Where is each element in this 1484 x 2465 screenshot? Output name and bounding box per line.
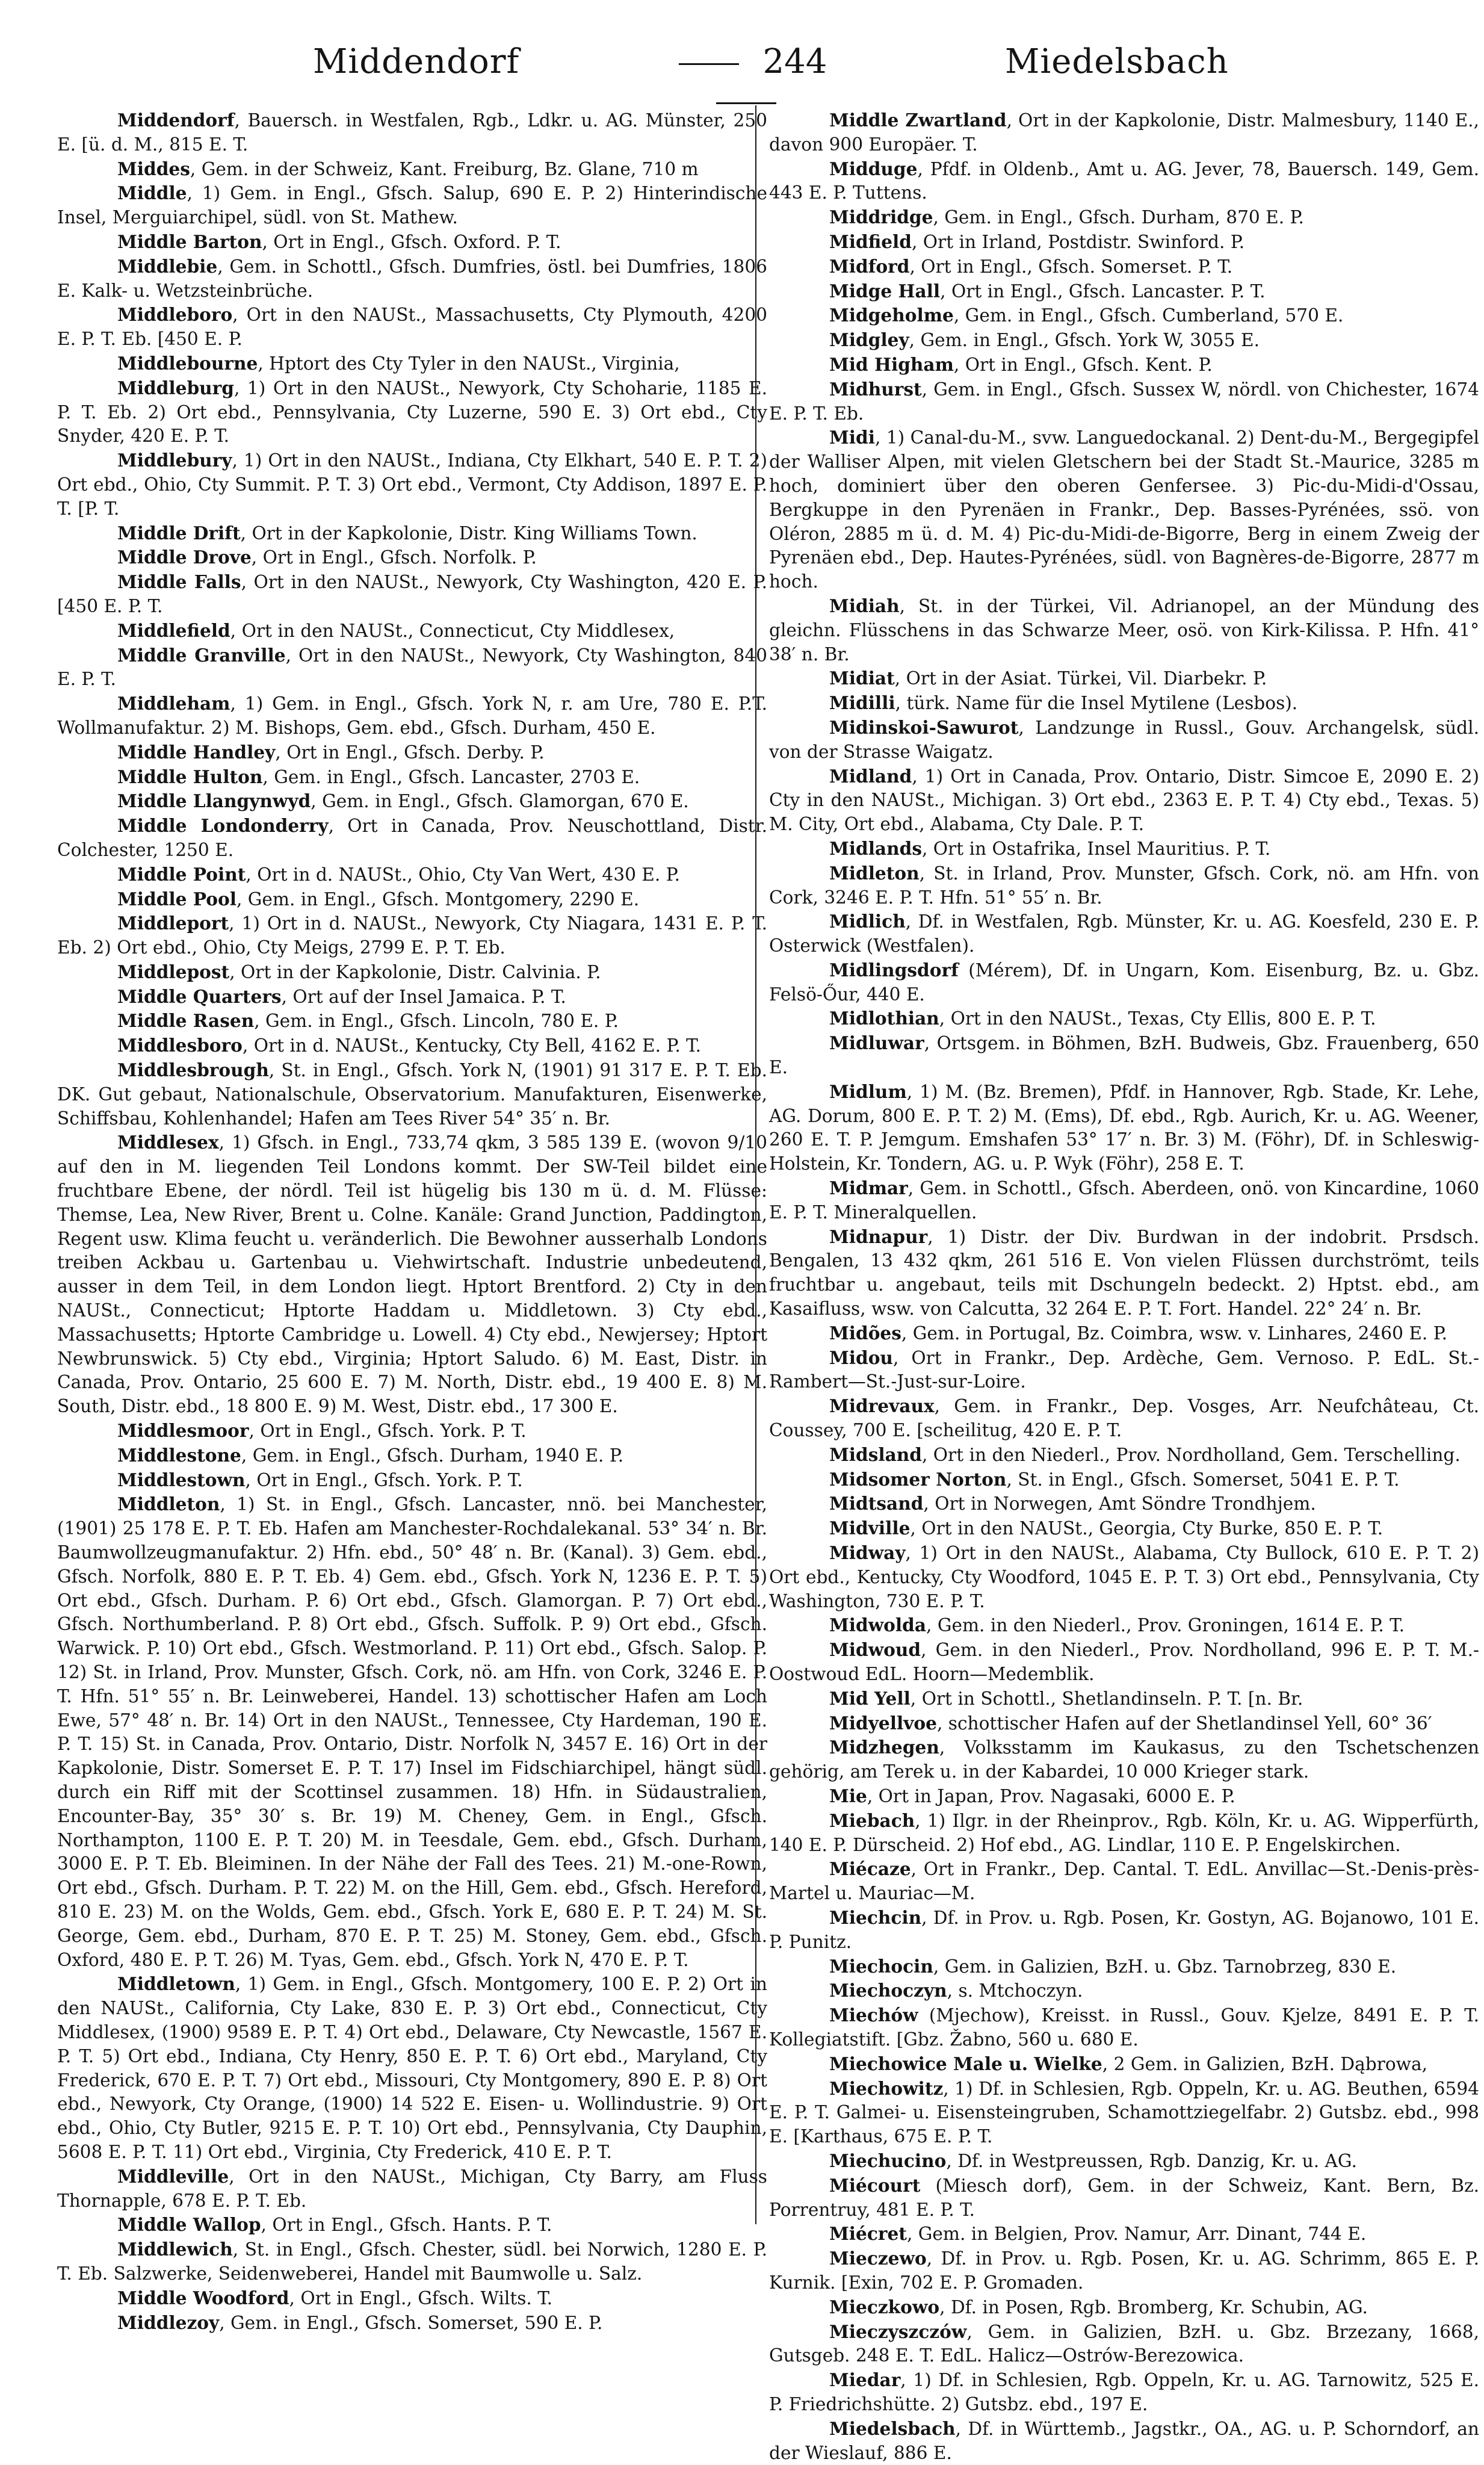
entry-text: , 1) Distr. der Div. Burdwan in der indobrit. Prsdsch. Bengalen, 13 432 qkm, 261 516 E. Von vielen Flüssen durchströmt, teils fruchtbar u. angebaut, teils mit Dschungeln bedeckt. 2) Hptst. ebd., am Kasaifluss, wsw. von Calcutta, 32 264 E. P. T. Fort. Handel. 22° 24′ n. Br. — [769, 1226, 1479, 1319]
dictionary-entry — [769, 255, 1479, 279]
entry-text: , Volksstamm im Kaukasus, zu den Tschetschenzen gehörig, am Terek u. in der Kabardei, 10 000 Krieger stark. — [769, 1737, 1479, 1782]
dictionary-entry — [57, 545, 767, 570]
dictionary-entry — [57, 740, 767, 765]
dictionary-entry — [57, 1443, 767, 1468]
entry-headword: Middridge — [829, 206, 933, 228]
entry-text: , 1) Gfsch. in Engl., 733,74 qkm, 3 585 139 E. (wovon 9/10 auf den in M. liegenden Teil Londons kommt. Der SW-Teil bildet eine fruchtbare Ebene, der nördl. Teil ist hügelig bis 130 m ü. d. M. Flüsse: Themse, Lea, New River, Brent u. Colne. Kanäle: Grand Junction, Paddington, Regent usw. Klima feucht u. veränderlich. Die Bewohner ausserhalb Londons treiben Ackbau u. Gartenbau u. Viehwirtschaft. Industrie unbedeutend, ausser in dem Teil, in dem London liegt. Hptort Brentford. 2) Cty in den NAUSt., Connecticut; Hptorte Haddam u. Middletown. 3) Cty ebd., Massachusetts; Hptorte Cambridge u. Lowell. 4) Cty ebd., Newjersey; Hptort Newbrunswick. 5) Cty ebd., Virginia; Hptort Saludo. 6) M. East, Distr. in Canada, Prov. Ontario, 25 600 E. 7) M. North, Distr. ebd., 19 400 E. 8) M. South, Distr. ebd., 18 800 E. 9) M. West, Distr. ebd., 17 300 E. — [57, 1132, 767, 1417]
dictionary-entry — [769, 1443, 1479, 1468]
entry-text: , Df. in Westpreussen, Rgb. Danzig, Kr. u. AG. — [946, 2150, 1357, 2171]
entry-text: , Ort in den NAUSt., Newyork, Cty Washington, 840 E. P. T. — [57, 645, 767, 690]
entry-headword: Midge Hall — [829, 280, 941, 302]
dictionary-entry — [769, 837, 1479, 861]
dictionary-entry — [57, 2213, 767, 2237]
entry-text: , Gem. in Engl., Gfsch. Montgomery, 2290 E. — [236, 888, 640, 910]
entry-text: , Df. in Prov. u. Rgb. Posen, Kr. u. AG. Schrimm, 865 E. P. Kurnik. [Exin, 702 E. P. Gromaden. — [769, 2248, 1479, 2293]
dictionary-entry — [769, 910, 1479, 958]
entry-headword: Midfield — [829, 231, 912, 252]
dictionary-entry — [769, 1857, 1479, 1906]
dictionary-entry — [57, 2237, 767, 2286]
entry-headword: Midilli — [829, 692, 895, 714]
entry-headword: Middle Falls — [117, 571, 241, 593]
entry-headword: Midões — [829, 1322, 901, 1344]
entry-text: , Gem. in Schottl., Gfsch. Dumfries, östl. bei Dumfries, 1806 E. Kalk- u. Wetzsteinbrüche. — [57, 256, 767, 301]
entry-headword: Middle — [117, 182, 187, 204]
dictionary-entry — [57, 181, 767, 230]
entry-headword: Midville — [829, 1518, 910, 1539]
entry-text: , Ort in den NAUSt., Michigan, Cty Barry, am Fluss Thornapple, 678 E. P. T. Eb. — [57, 2166, 767, 2211]
entry-headword: Midrevaux — [829, 1395, 935, 1417]
page-number: 244 — [762, 42, 827, 81]
entry-text: , St. in Engl., Gfsch. York N, (1901) 91 317 E. P. T. Eb. DK. Gut gebaut, Nationalschule, Observatorium. Manufakturen, Eisenwerke, Schiffsbau, Kohlenhandel; Hafen am Tees River 54° 35′ n. Br. — [57, 1060, 767, 1129]
dictionary-entry — [769, 1346, 1479, 1395]
entry-text: (Mjechow), Kreisst. in Russl., Gouv. Kjelze, 8491 E. P. T. Kollegiatstift. [Gbz. Žabno, 560 u. 680 E. — [769, 2005, 1479, 2050]
entry-text: , Ort in Japan, Prov. Nagasaki, 6000 E. P. — [867, 1785, 1235, 1806]
entry-text: , 1) Ort in Canada, Prov. Ontario, Distr. Simcoe E, 2090 E. 2) Cty in den NAUSt., Michigan. 3) Ort ebd., 2363 E. P. T. 4) Cty ebd., Texas. 5) M. City, Ort ebd., Alabama, Cty Dale. P. T. — [769, 766, 1479, 835]
entry-headword: Miedelsbach — [829, 2417, 956, 2439]
dictionary-entry — [769, 2149, 1479, 2174]
header-dash-right — [716, 102, 776, 104]
entry-text: , Ort in Engl., Gfsch. Wilts. T. — [289, 2287, 553, 2308]
dictionary-entry — [769, 279, 1479, 304]
entry-headword: Midlich — [829, 911, 906, 932]
entry-text: , 1) Ort in den NAUSt., Alabama, Cty Bullock, 610 E. P. T. 2) Ort ebd., Kentucky, Cty Woodford, 1045 E. P. T. 3) Ort ebd., Pennsylvania, Cty Washington, 730 E. P. T. — [769, 1543, 1479, 1611]
entry-headword: Middle Drift — [117, 522, 241, 544]
dictionary-entry — [769, 2052, 1479, 2077]
entry-text: , Ort in Engl., Gfsch. Oxford. P. T. — [262, 231, 561, 252]
entry-text: , Ort in den NAUSt., Massachusetts, Cty Plymouth, 4200 E. P. T. Eb. [450 E. P. — [57, 305, 767, 350]
entry-headword: Middlebie — [117, 255, 218, 277]
entry-headword: Middleville — [117, 2165, 229, 2187]
dictionary-entry — [57, 448, 767, 521]
entry-text: , Ort in den NAUSt., Connecticut, Cty Middlesex, — [230, 620, 675, 641]
dictionary-entry — [769, 2417, 1479, 2465]
dictionary-entry — [57, 1058, 767, 1130]
entry-headword: Midsomer Norton — [829, 1468, 1007, 1490]
entry-text: , Ort in der Kapkolonie, Distr. King Williams Town. — [240, 522, 697, 544]
entry-headword: Middlesboro — [117, 1035, 243, 1056]
entry-text: , Ort in den NAUSt., Newyork, Cty Washington, 420 E. P. [450 E. P. T. — [57, 572, 767, 616]
dictionary-entry — [769, 1006, 1479, 1031]
dictionary-entry — [57, 985, 767, 1009]
entry-headword: Miécaze — [829, 1858, 911, 1880]
entry-text: , Df. in Prov. u. Rgb. Posen, Kr. Gostyn, AG. Bojanowo, 101 E. P. Punitz. — [769, 1907, 1479, 1952]
entry-headword: Midland — [829, 765, 912, 787]
entry-headword: Midgley — [829, 329, 909, 351]
dictionary-entry — [57, 108, 767, 157]
entry-text: , 1) Gem. in Engl., Gfsch. York N, r. am Ure, 780 E. P.T. Wollmanufaktur. 2) M. Bishops, Gem. ebd., Gfsch. Durham, 450 E. — [57, 693, 767, 738]
entry-text: , s. Mtchoczyn. — [947, 1980, 1083, 2001]
entry-headword: Midsland — [829, 1443, 922, 1465]
entry-text: , Gem. in Engl., Gfsch. Somerset, 590 E. P. — [219, 2312, 603, 2333]
dictionary-entry — [769, 1784, 1479, 1809]
entry-headword: Middlepost — [117, 961, 230, 982]
entry-text: , türk. Name für die Insel Mytilene (Lesbos). — [895, 693, 1298, 714]
entry-text: , 1) Gem. in Engl., Gfsch. Salup, 690 E. P. 2) Hinterindische Insel, Merguiarchipel, südl. von St. Mathew. — [57, 183, 767, 228]
dictionary-entry — [769, 2174, 1479, 2222]
dictionary-entry — [57, 887, 767, 912]
entry-headword: Middle Zwartland — [829, 110, 1007, 131]
entry-headword: Middle Handley — [117, 741, 276, 763]
entry-text: , St. in Irland, Prov. Munster, Gfsch. Cork, nö. am Hfn. von Cork, 3246 E. P. T. Hfn. 51° 55′ n. Br. — [769, 863, 1479, 908]
entry-text: , Gem. in Galizien, BzH. u. Gbz. Brzezany, 1668, Gutsgeb. 248 E. T. EdL. Halicz—Ostrów-Berezowica. — [769, 2321, 1479, 2366]
dictionary-entry — [769, 157, 1479, 206]
entry-text: , Ort in Norwegen, Amt Söndre Trondhjem. — [923, 1493, 1316, 1515]
entry-text: , Ort in Engl., Gfsch. Hants. P. T. — [261, 2215, 552, 2236]
entry-headword: Miechocin — [829, 1955, 933, 1977]
entry-headword: Miécret — [829, 2223, 907, 2245]
dictionary-entry — [769, 1176, 1479, 1225]
header-dash-left — [679, 63, 739, 65]
dictionary-entry — [57, 1130, 767, 1419]
entry-headword: Middle Quarters — [117, 985, 282, 1007]
dictionary-entry — [769, 108, 1479, 157]
entry-text: , Ort in Frankr., Dep. Cantal. T. EdL. Anvillac—St.-Denis-près-Martel u. Mauriac—M. — [769, 1859, 1479, 1904]
entry-headword: Miebach — [829, 1809, 915, 1831]
entry-text: , Gem. in der Schweiz, Kant. Freiburg, Bz. Glane, 710 m — [190, 158, 699, 179]
dictionary-entry — [57, 2165, 767, 2213]
entry-text: , Ort in Ostafrika, Insel Mauritius. P. T. — [921, 838, 1271, 859]
entry-headword: Middlebury — [117, 450, 232, 471]
entry-headword: Middleport — [117, 913, 229, 934]
entry-headword: Midwoud — [829, 1639, 921, 1661]
entry-text: , Ort in Engl., Gfsch. Norfolk. P. — [251, 547, 537, 568]
dictionary-entry — [769, 1906, 1479, 1955]
dictionary-entry — [769, 2246, 1479, 2295]
entry-headword: Middle Point — [117, 863, 246, 885]
dictionary-entry — [769, 1321, 1479, 1346]
entry-headword: Mieczyszczów — [829, 2321, 967, 2342]
dictionary-entry — [57, 157, 767, 182]
entry-headword: Middle Barton — [117, 231, 262, 252]
entry-headword: Middleburg — [117, 377, 234, 398]
entry-text: , Ort in Irland, Postdistr. Swinford. P. — [911, 231, 1245, 252]
entry-text: , Ort in Schottl., Shetlandinseln. P. T. [n. Br. — [910, 1688, 1303, 1709]
dictionary-entry — [769, 2222, 1479, 2246]
entry-headword: Middlefield — [117, 619, 230, 641]
entry-text: , Df. in Westfalen, Rgb. Münster, Kr. u. AG. Koesfeld, 230 E. P. Osterwick (Westfalen). — [769, 911, 1479, 957]
dictionary-entry — [769, 1492, 1479, 1516]
entry-headword: Midtsand — [829, 1493, 924, 1515]
dictionary-entry — [769, 1516, 1479, 1541]
entry-text: (Miesch dorf), Gem. in der Schweiz, Kant. Bern, Bz. Porrentruy, 481 E. P. T. — [769, 2175, 1479, 2220]
dictionary-entry — [769, 1225, 1479, 1321]
dictionary-entry — [769, 2368, 1479, 2417]
entry-text: , Gem. in den Niederl., Prov. Nordholland, 996 E. P. T. M.-Oostwoud EdL. Hoorn—Medemblik. — [769, 1640, 1479, 1684]
dictionary-entry — [769, 303, 1479, 328]
dictionary-entry — [769, 1638, 1479, 1687]
entry-headword: Middle Hulton — [117, 766, 263, 787]
dictionary-entry — [769, 205, 1479, 230]
entry-headword: Mie — [829, 1785, 867, 1806]
entry-headword: Midlingsdorf — [829, 959, 959, 981]
entry-headword: Midyellvoe — [829, 1712, 937, 1734]
entry-headword: Middlesbrough — [117, 1059, 269, 1081]
entry-headword: Midwolda — [829, 1614, 927, 1636]
entry-text: , Ort in Frankr., Dep. Ardèche, Gem. Vernoso. P. EdL. St.-Rambert—St.-Just-sur-Loire. — [769, 1347, 1479, 1392]
entry-text: , 1) Df. in Schlesien, Rgb. Oppeln, Kr. u. AG. Beuthen, 6594 E. P. T. Galmei- u. Eisensteingruben, Schamottziegelfabr. 2) Gutsbz. ebd., 998 E. [Karthaus, 675 E. P. T. — [769, 2078, 1479, 2147]
entry-headword: Middes — [117, 158, 190, 179]
entry-headword: Middle Rasen — [117, 1010, 255, 1032]
entry-text: (Mérem), Df. in Ungarn, Kom. Eisenburg, Bz. u. Gbz. Felsö-Őur, 440 E. — [769, 960, 1479, 1005]
entry-text: , Hptort des Cty Tyler in den NAUSt., Virginia, — [258, 353, 680, 374]
entry-text: , Ort in d. NAUSt., Ohio, Cty Van Wert, 430 E. P. — [246, 864, 681, 885]
entry-text: , Ortsgem. in Böhmen, BzH. Budweis, Gbz. Frauenberg, 650 E. — [769, 1033, 1479, 1078]
entry-headword: Miechoczyn — [829, 1980, 947, 2001]
dictionary-entry — [769, 1687, 1479, 1711]
dictionary-entry — [769, 716, 1479, 764]
dictionary-entry — [769, 1394, 1479, 1443]
dictionary-entry — [769, 2295, 1479, 2320]
entry-text: , St. in Engl., Gfsch. Chester, südl. bei Norwich, 1280 E. P. T. Eb. Salzwerke, Seidenweberei, Handel mit Baumwolle u. Salz. — [57, 2239, 767, 2284]
entry-headword: Midou — [829, 1347, 893, 1368]
entry-text: , Ort in den NAUSt., Texas, Cty Ellis, 800 E. P. T. — [939, 1008, 1376, 1029]
entry-text: , Ort in der Kapkolonie, Distr. Calvinia. P. — [229, 961, 601, 982]
entry-headword: Middle Pool — [117, 888, 237, 910]
entry-text: , Gem. in Engl., Gfsch. York W, 3055 E. — [909, 330, 1260, 351]
entry-text: , Gem. in Portugal, Bz. Coimbra, wsw. v. Linhares, 2460 E. P. — [901, 1322, 1448, 1344]
entry-headword: Midlum — [829, 1081, 907, 1102]
entry-text: , 1) St. in Engl., Gfsch. Lancaster, nnö. bei Manchester, (1901) 25 178 E. P. T. Eb. Hafen am Manchester-Rochdalekanal. 53° 34′ n. Br. Baumwollzeugmanufaktur. 2) Hfn. ebd., 50° 48′ n. Br. (Kanal). 3) Gem. ebd., Gfsch. Norfolk, 880 E. P. T. Eb. 4) Gem. ebd., Gfsch. York N, 1236 E. P. T. 5) Ort ebd., Gfsch. Durham. P. 6) Ort ebd., Gfsch. Glamorgan. P. 7) Ort ebd., Gfsch. Northumberland. P. 8) Ort ebd., Gfsch. Suffolk. P. 9) Ort ebd., Gfsch. Warwick. P. 10) Ort ebd., Gfsch. Westmorland. P. 11) Ort ebd., Gfsch. Salop. P. 12) St. in Irland, Prov. Munster, Gfsch. Cork, nö. am Hfn. von Cork, 3246 E. P. T. Hfn. 51° 55′ n. Br. Leinweberei, Handel. 13) schottischer Hafen am Loch Ewe, 57° 48′ n. Br. 14) Ort in den NAUSt., Tennessee, Cty Hardeman, 190 E. P. T. 15) St. in Canada, Prov. Ontario, Distr. Norfolk N, 3457 E. 16) Ort in der Kapkolonie, Distr. Somerset E. P. T. 17) Insel im Fidschiarchipel, hängt südl. durch ein Riff mit der Scottinsel zusammen. 18) Hfn. in Südaustralien, Encounter-Bay, 35° 30′ s. Br. 19) M. Cheney, Gem. in Engl., Gfsch. Northampton, 1100 E. P. T. 20) M. in Teesdale, Gem. ebd., Gfsch. Durham, 3000 E. P. T. Eb. Bleiminen. In der Nähe der Fall des Tees. 21) M.-one-Rown, Ort ebd., Gfsch. Durham. P. T. 22) M. on the Hill, Gem. ebd., Gfsch. Hereford, 810 E. 23) M. on the Wolds, Gem. ebd., Gfsch. York E, 680 E. P. T. 24) M. St. George, Gem. ebd., Durham, 870 E. P. T. 25) M. Stoney, Gem. ebd., Gfsch. Oxford, 480 E. P. T. 26) M. Tyas, Gem. ebd., Gfsch. York N, 470 E. P. T. — [57, 1494, 767, 1970]
dictionary-entry — [57, 255, 767, 303]
dictionary-entry — [57, 960, 767, 985]
dictionary-entry — [769, 861, 1479, 910]
entry-text: , 2 Gem. in Galizien, BzH. Dąbrowa, — [1102, 2053, 1428, 2074]
entry-headword: Mieczewo — [829, 2248, 927, 2269]
dictionary-entry — [57, 765, 767, 790]
dictionary-entry — [57, 1468, 767, 1493]
entry-text: , Ort in d. NAUSt., Kentucky, Cty Bell, 4162 E. P. T. — [242, 1035, 701, 1056]
entry-text: , Ort in der Asiat. Türkei, Vil. Diarbekr. P. — [894, 668, 1267, 689]
entry-headword: Middle Llangynwyd — [117, 790, 311, 812]
entry-headword: Middle Woodford — [117, 2287, 289, 2308]
dictionary-entry — [57, 1492, 767, 1972]
entry-headword: Middlesex — [117, 1132, 219, 1153]
entry-headword: Miechów — [829, 2005, 918, 2026]
dictionary-entry — [57, 303, 767, 352]
dictionary-entry — [57, 352, 767, 376]
dictionary-entry — [769, 764, 1479, 837]
header-right-keyword: Miedelsbach — [1005, 42, 1229, 81]
entry-text: , 1) Df. in Schlesien, Rgb. Oppeln, Kr. u. AG. Tarnowitz, 525 E. P. Friedrichshütte. 2) Gutsbz. ebd., 197 E. — [769, 2370, 1479, 2414]
dictionary-entry — [57, 619, 767, 643]
entry-text: , Gem. in Schottl., Gfsch. Aberdeen, onö. von Kincardine, 1060 E. P. T. Mineralquellen. — [769, 1178, 1479, 1223]
entry-headword: Miedar — [829, 2369, 901, 2391]
dictionary-entry — [769, 328, 1479, 353]
dictionary-entry — [769, 1979, 1479, 2003]
dictionary-entry — [57, 1009, 767, 1034]
entry-headword: Miechowitz — [829, 2077, 944, 2099]
entry-text: , Pfdf. in Oldenb., Amt u. AG. Jever, 78, Bauersch. 149, Gem. 443 E. P. Tuttens. — [769, 158, 1479, 203]
entry-headword: Miechcin — [829, 1906, 922, 1928]
entry-text: , Gem. in den Niederl., Prov. Groningen, 1614 E. P. T. — [926, 1615, 1405, 1636]
entry-headword: Midzhegen — [829, 1737, 939, 1758]
entry-headword: Middlewich — [117, 2239, 233, 2260]
entry-text: , 1) Ilgr. in der Rheinprov., Rgb. Köln, Kr. u. AG. Wipperfürth, 140 E. P. Dürscheid. 2) Hof ebd., AG. Lindlar, 110 E. P. Engelskirchen. — [769, 1810, 1479, 1855]
dictionary-entry — [57, 376, 767, 448]
dictionary-entry — [769, 1735, 1479, 1784]
entry-text: , 1) Ort in den NAUSt., Indiana, Cty Elkhart, 540 E. P. T. 2) Ort ebd., Ohio, Cty Summit. P. T. 3) Ort ebd., Vermont, Cty Addison, 1897 E. P. T. [P. T. — [57, 450, 767, 519]
entry-text: , Ort in Canada, Prov. Neuschottland, Distr. Colchester, 1250 E. — [57, 816, 767, 860]
entry-text: , Gem. in Engl., Gfsch. Sussex W, nördl. von Chichester, 1674 E. P. T. Eb. — [769, 379, 1479, 424]
dictionary-entry — [769, 1711, 1479, 1736]
entry-text: , Gem. in Engl., Gfsch. Lancaster, 2703 E. — [262, 766, 640, 787]
page-header — [0, 42, 1484, 96]
dictionary-entry — [769, 2320, 1479, 2369]
entry-text: , St. in Engl., Gfsch. Somerset, 5041 E. P. T. — [1006, 1469, 1400, 1490]
entry-headword: Middle Granville — [117, 644, 286, 666]
dictionary-entry — [57, 2286, 767, 2311]
dictionary-entry — [57, 863, 767, 887]
entry-text: , Landzunge in Russl., Gouv. Archangelsk, südl. von der Strasse Waigatz. — [769, 717, 1479, 762]
dictionary-entry — [769, 1955, 1479, 1979]
entry-headword: Middlestone — [117, 1444, 241, 1466]
dictionary-entry — [769, 691, 1479, 716]
entry-headword: Middlebourne — [117, 352, 258, 374]
entry-headword: Middleboro — [117, 304, 233, 326]
dictionary-entry — [57, 570, 767, 619]
dictionary-entry — [769, 594, 1479, 666]
entry-headword: Middlezoy — [117, 2312, 220, 2333]
entry-headword: Midiat — [829, 668, 895, 689]
entry-headword: Middleton — [117, 1493, 220, 1515]
entry-text: , Gem. in Engl., Gfsch. Durham, 1940 E. P. — [241, 1445, 624, 1466]
entry-headword: Midlothian — [829, 1008, 939, 1029]
dictionary-entry — [769, 958, 1479, 1007]
entry-text: , 1) Ort in den NAUSt., Newyork, Cty Schoharie, 1185 E. P. T. Eb. 2) Ort ebd., Pennsylvania, Cty Luzerne, 590 E. 3) Ort ebd., Cty Snyder, 420 E. P. T. — [57, 377, 767, 447]
dictionary-entry — [769, 377, 1479, 426]
entry-text: , St. in der Türkei, Vil. Adrianopel, an der Mündung des gleichn. Flüsschens in das Schwarze Meer, osö. von Kirk-Kilissa. P. Hfn. 41° 38′ n. Br. — [769, 595, 1479, 665]
entry-headword: Miécourt — [829, 2174, 921, 2196]
entry-headword: Mieczkowo — [829, 2296, 940, 2318]
entry-text: , Df. in Württemb., Jagstkr., OA., AG. u. P. Schorndorf, an der Wieslauf, 886 E. — [769, 2418, 1479, 2463]
entry-text: , Ort in Engl., Gfsch. Lancaster. P. T. — [940, 281, 1266, 302]
entry-headword: Middendorf — [117, 110, 235, 131]
dictionary-entry — [57, 814, 767, 863]
dictionary-entry — [57, 911, 767, 960]
dictionary-entry — [769, 1468, 1479, 1492]
dictionary-entry — [769, 666, 1479, 691]
dictionary-entry — [769, 2077, 1479, 2149]
entry-headword: Midlands — [829, 837, 922, 859]
entry-text: , 1) Ort in d. NAUSt., Newyork, Cty Niagara, 1431 E. P. T. Eb. 2) Ort ebd., Ohio, Cty Meigs, 2799 E. P. T. Eb. — [57, 913, 767, 958]
entry-text: , Gem. in Engl., Gfsch. Glamorgan, 670 E. — [311, 791, 689, 812]
dictionary-entry — [769, 353, 1479, 377]
entry-headword: Midinskoi-Sawurot — [829, 716, 1019, 738]
entry-headword: Middlesmoor — [117, 1420, 249, 1442]
dictionary-entry — [57, 692, 767, 740]
entry-headword: Miechowice Male u. Wielke — [829, 2053, 1102, 2074]
entry-text: , Df. in Posen, Rgb. Bromberg, Kr. Schubin, AG. — [939, 2296, 1368, 2318]
header-left-keyword: Middendorf — [313, 42, 520, 81]
entry-headword: Miechucino — [829, 2150, 947, 2171]
entry-headword: Midluwar — [829, 1032, 924, 1054]
entry-headword: Middlestown — [117, 1469, 246, 1490]
dictionary-entry — [57, 1034, 767, 1058]
entry-headword: Midway — [829, 1542, 906, 1564]
dictionary-entry — [57, 643, 767, 692]
entry-text: , Gem. in Engl., Gfsch. Cumberland, 570 E. — [953, 305, 1344, 326]
entry-headword: Mid Yell — [829, 1687, 910, 1709]
right-column — [769, 108, 1479, 2463]
entry-headword: Middletown — [117, 1973, 235, 1995]
entry-text: , Gem. in Belgien, Prov. Namur, Arr. Dinant, 744 E. — [906, 2224, 1367, 2245]
entry-text: , 1) Canal-du-M., svw. Languedockanal. 2) Dent-du-M., Bergegipfel der Walliser Alpen, mit vielen Gletschern bei der Stadt St.-Maurice, 3285 m hoch, dominiert über den oberen Genfersee. 3) Pic-du-Midi-d'Ossau, Bergkuppe in den Pyrenäen in Frankr., Dep. Basses-Pyrénées, ssö. von Oléron, 2885 m ü. d. M. 4) Pic-du-Midi-de-Bigorre, Berg in einem Zweig der Pyrenäen ebd., Dep. Hautes-Pyrénées, südl. von Bagnères-de-Bigorre, 2877 m hoch. — [769, 427, 1479, 592]
entry-text: , Ort in den NAUSt., Georgia, Cty Burke, 850 E. P. T. — [910, 1518, 1384, 1539]
dictionary-entry — [57, 230, 767, 255]
entry-headword: Midiah — [829, 595, 900, 616]
left-column — [57, 108, 767, 2333]
dictionary-entry — [57, 789, 767, 814]
entry-headword: Midgeholme — [829, 305, 954, 326]
dictionary-entry — [769, 1613, 1479, 1638]
entry-text: , Ort in Engl., Gfsch. York. P. T. — [249, 1421, 527, 1442]
entry-headword: Midmar — [829, 1177, 908, 1199]
entry-text: , Gem. in Galizien, BzH. u. Gbz. Tarnobrzeg, 830 E. — [933, 1956, 1397, 1977]
entry-text: , Gem. in Frankr., Dep. Vosges, Arr. Neufchâteau, Ct. Coussey, 700 E. [scheilitug, 420 E. P. T. — [769, 1396, 1479, 1441]
entry-text: , 1) Gem. in Engl., Gfsch. Montgomery, 100 E. P. 2) Ort in den NAUSt., California, Cty Lake, 830 E. P. 3) Ort ebd., Connecticut, Cty Middlesex, (1900) 9589 E. P. T. 4) Ort ebd., Delaware, Cty Newcastle, 1567 E. P. T. 5) Ort ebd., Indiana, Cty Henry, 850 E. P. T. 6) Ort ebd., Maryland, Cty Frederick, 670 E. P. T. 7) Ort ebd., Missouri, Cty Montgomery, 890 E. P. 8) Ort ebd., Newyork, Cty Orange, (1900) 14 522 E. Eisen- u. Wollindustrie. 9) Ort ebd., Ohio, Cty Butler, 9215 E. P. T. 10) Ort ebd., Pennsylvania, Cty Dauphin, 5608 E. P. T. 11) Ort ebd., Virginia, Cty Frederick, 410 E. P. T. — [57, 1974, 767, 2162]
dictionary-entry — [769, 230, 1479, 255]
entry-text: , schottischer Hafen auf der Shetlandinsel Yell, 60° 36′ — [936, 1713, 1432, 1734]
dictionary-entry — [57, 521, 767, 546]
dictionary-entry — [769, 2003, 1479, 2052]
entry-text: , Bauersch. in Westfalen, Rgb., Ldkr. u. AG. Münster, 250 E. [ü. d. M., 815 E. T. — [57, 110, 767, 155]
entry-text: , Gem. in Engl., Gfsch. Lincoln, 780 E. P. — [254, 1011, 619, 1032]
entry-headword: Middle Wallop — [117, 2214, 261, 2236]
entry-headword: Mid Higham — [829, 353, 954, 375]
dictionary-entry — [57, 1972, 767, 2164]
dictionary-entry — [769, 1809, 1479, 1858]
entry-headword: Midhurst — [829, 378, 922, 400]
entry-text: , Ort auf der Insel Jamaica. P. T. — [281, 986, 566, 1007]
dictionary-entry — [769, 1031, 1479, 1080]
entry-text: , Gem. in Engl., Gfsch. Durham, 870 E. P. — [933, 207, 1304, 228]
entry-headword: Midnapur — [829, 1226, 928, 1247]
dictionary-entry — [57, 1419, 767, 1443]
entry-headword: Midford — [829, 255, 910, 277]
entry-text: , Ort in Engl., Gfsch. Somerset. P. T. — [909, 256, 1233, 277]
dictionary-entry — [769, 426, 1479, 594]
entry-headword: Middle Londonderry — [117, 815, 329, 837]
entry-headword: Midduge — [829, 158, 918, 179]
dictionary-entry — [769, 1541, 1479, 1613]
entry-headword: Midi — [829, 427, 875, 448]
entry-text: , Ort in den Niederl., Prov. Nordholland, Gem. Terschelling. — [921, 1444, 1461, 1465]
dictionary-entry — [769, 1080, 1479, 1176]
entry-text: , Ort in der Kapkolonie, Distr. Malmesbury, 1140 E., davon 900 Europäer. T. — [769, 110, 1479, 155]
entry-text: , Ort in Engl., Gfsch. York. P. T. — [245, 1469, 523, 1490]
entry-headword: Middleham — [117, 693, 230, 715]
entry-text: , 1) M. (Bz. Bremen), Pfdf. in Hannover, Rgb. Stade, Kr. Lehe, AG. Dorum, 800 E. P. T. 2) M. (Ems), Df. ebd., Rgb. Aurich, Kr. u. AG. Weener, 260 E. T. P. Jemgum. Emshafen 53° 17′ n. Br. 3) M. (Föhr), Df. in Schleswig-Holstein, Kr. Tondern, AG. u. P. Wyk (Föhr), 258 E. T. — [769, 1081, 1479, 1174]
entry-text: , Ort in Engl., Gfsch. Derby. P. — [275, 742, 545, 763]
entry-text: , Ort in Engl., Gfsch. Kent. P. — [953, 354, 1213, 375]
entry-headword: Middle Drove — [117, 547, 252, 568]
dictionary-entry — [57, 2311, 767, 2336]
entry-headword: Midleton — [829, 862, 920, 884]
